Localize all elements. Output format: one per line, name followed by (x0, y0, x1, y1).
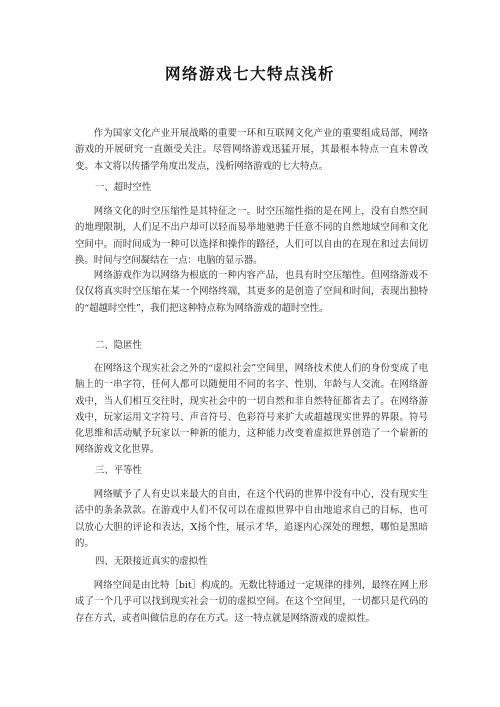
section-4-heading: 四、无限接近真实的虚拟性 (95, 556, 208, 567)
section-4-paragraph-1: 网络空间是由比特［bit］构成的。无数比特通过一定规律的排列，最终在网上形成了一个几乎可以找到现实社会一切的虚拟空间。在这个空间里，一切都只是代码的存在方式，或者叫做信息的存在方式。这一特点就是网络游戏的虚拟性。 (75, 580, 428, 624)
section-2-paragraph-1: 在网络这个现实社会之外的“虚拟社会”空间里，网络技术使人们的身份变成了电脑上的一串字符，任何人都可以随便用不同的名字、性别、年龄与人交流。在网络游戏中，当人们相互交往时，现实社会中的一切自然和非自然特征都省去了。在网络游戏中，玩家运用文字符号、声音符号、色彩符号来扩大或超越现实世界的界限。符号化思维和活动赋予玩家以一种新的能力，这种能力改变着虚拟世界创造了一个崭新的网络游戏文化世界。 (75, 363, 428, 456)
section-1-paragraph-2: 网络游戏作为以网络为根底的一种内容产品，也具有时空压缩性。但网络游戏不仅仅将真实时空压缩在某一个网络终端，其更多的是创造了空间和时间，表现出独特的“超越时空性”，我们把这种特点称为网络游戏的超时空性。 (75, 270, 428, 314)
intro-paragraph: 作为国家文化产业开展战略的重要一环和互联网文化产业的重要组成局部，网络游戏的开展研究一直颇受关注。尽管网络游戏迅猛开展，其最根本特点一直未曾改变。本文将以传播学角度出发点，浅析网络游戏的七大特点。 (75, 128, 428, 172)
section-1-paragraph-1: 网络文化的时空压缩性是其特征之一。时空压缩性指的是在网上，没有自然空间的地理限制，人们足不出户却可以轻而易举地驰骋于任意不同的自然地域空间和文化空间中。而时间成为一种可以选择和操作的路径，人们可以自由的在现在和过去间切换。时间与空间凝结在一点：电脑的显示器。 (75, 206, 428, 266)
document-title: 网络游戏七大特点浅析 (164, 64, 335, 83)
section-1-heading: 一、超时空性 (95, 182, 152, 193)
section-3-heading: 三、平等性 (95, 465, 142, 476)
section-3-paragraph-1: 网络赋予了人有史以来最大的自由，在这个代码的世界中没有中心，没有现实生活中的条条款款。在游戏中人们不仅可以在虚拟世界中自由地追求自己的目标，也可以放心大胆的评论和表达，X扬个性，展示才华，追逐内心深处的理想，哪怕是黑暗的。 (75, 489, 428, 549)
section-2-heading: 二、隐匿性 (95, 340, 142, 351)
